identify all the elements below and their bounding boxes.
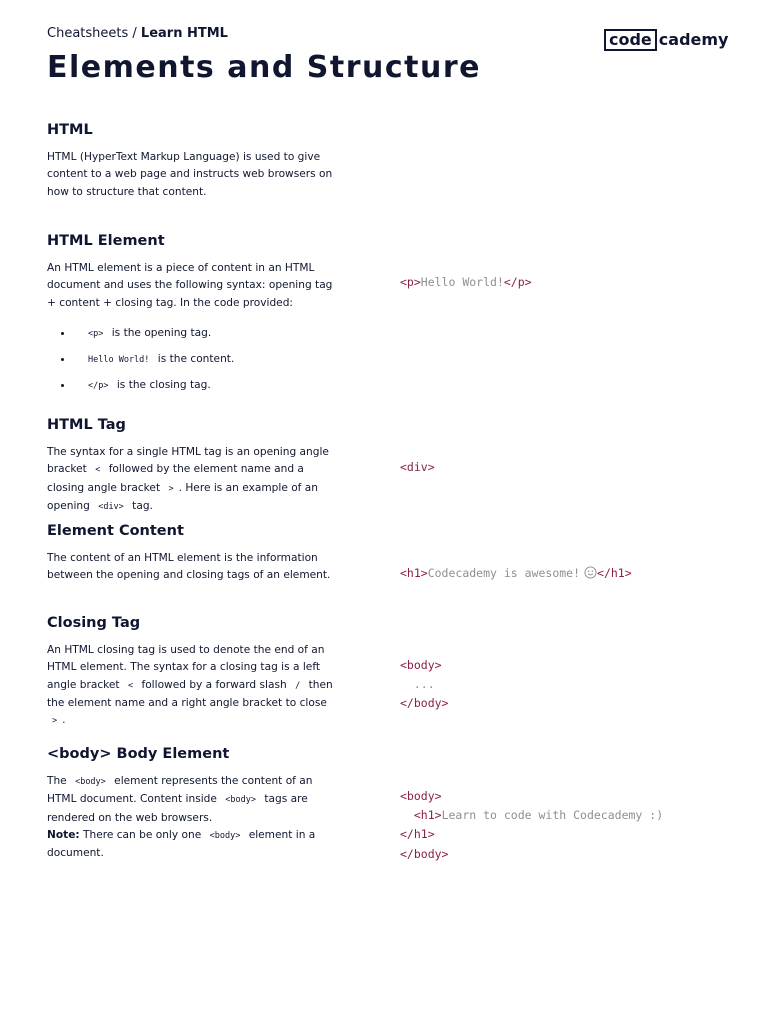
section-title: Element Content bbox=[47, 523, 184, 539]
code-open-tag: <h1> bbox=[400, 566, 428, 580]
code-open-tag: <div> bbox=[400, 460, 435, 474]
code-h1-close: </h1> bbox=[400, 827, 435, 842]
code-open-tag: <p> bbox=[400, 275, 421, 289]
inline-code: </p> bbox=[88, 380, 109, 391]
section-html-element bbox=[47, 231, 337, 403]
inline-code: <div> bbox=[98, 501, 124, 512]
section-title: HTML Tag bbox=[47, 417, 126, 433]
codecademy-logo[interactable] bbox=[604, 29, 728, 51]
page-title: Elements and Structure bbox=[47, 50, 481, 85]
inline-code: > bbox=[168, 483, 174, 494]
inline-code: > bbox=[52, 716, 58, 727]
inline-code: Hello World! bbox=[88, 354, 150, 365]
code-example-element-content bbox=[400, 564, 632, 583]
list-item bbox=[47, 377, 337, 395]
inline-code: / bbox=[295, 680, 301, 691]
inline-code: < bbox=[95, 465, 101, 476]
section-title: HTML Element bbox=[47, 233, 165, 249]
inline-code: <body> bbox=[209, 830, 241, 841]
code-example-closing-tag bbox=[400, 656, 448, 714]
code-open-tag: <body> bbox=[400, 789, 442, 803]
code-example-html-tag bbox=[400, 458, 435, 477]
code-h1-open: <h1> bbox=[413, 808, 442, 823]
code-content: Learn to code with Codecademy :) bbox=[441, 808, 664, 823]
breadcrumb-separator: / bbox=[128, 26, 141, 41]
section-description: The syntax for a single HTML tag is an opening angle bracket < followed by the element name and a closing angle bracket > . Here is an example of an opening <div> tag. bbox=[47, 446, 329, 512]
section-description: An HTML closing tag is used to denote the end of an HTML element. The syntax for a closing tag is a left angle bracket < followed by a forward slash / then the element name and a right angle bracket to close > . bbox=[47, 644, 333, 727]
list-item-text: is the opening tag. bbox=[111, 326, 212, 339]
inline-code: <p> bbox=[88, 328, 104, 339]
breadcrumb-cheatsheets-link[interactable]: Cheatsheets bbox=[47, 26, 129, 41]
section-closing-tag bbox=[47, 613, 337, 730]
code-close-tag: </body> bbox=[400, 846, 449, 861]
logo-cademy-text: cademy bbox=[658, 30, 729, 49]
code-open-tag: <body> bbox=[400, 658, 442, 672]
code-close-tag: </h1> bbox=[597, 566, 632, 580]
code-example-body-element bbox=[400, 787, 663, 864]
section-description: The content of an HTML element is the information between the opening and closing tags of an element. bbox=[47, 552, 331, 582]
section-html bbox=[47, 120, 337, 201]
inline-code: <body> bbox=[75, 777, 106, 787]
section-description: An HTML element is a piece of content in an HTML document and uses the following syntax: opening tag + content + closing tag. In the code provided: bbox=[47, 262, 333, 309]
section-description: The <body> element represents the content of an HTML document. Content inside <body> tags are rendered on the web browsers. Note: There can be only one <body> element in a document. bbox=[47, 775, 316, 860]
list-item-text: is the closing tag. bbox=[116, 378, 211, 391]
section-element-content bbox=[47, 521, 337, 585]
breadcrumb bbox=[47, 26, 228, 41]
breadcrumb-current: Learn HTML bbox=[140, 26, 228, 41]
list-item bbox=[47, 351, 337, 369]
smiley-icon bbox=[584, 566, 597, 579]
section-body-element bbox=[47, 744, 337, 862]
section-html-tag bbox=[47, 415, 337, 516]
code-example-html-element bbox=[400, 273, 532, 292]
section-title: HTML bbox=[47, 122, 93, 138]
section-description: HTML (HyperText Markup Language) is used to give content to a web page and instructs web browsers on how to structure that content. bbox=[47, 151, 333, 198]
code-content: ... bbox=[413, 677, 435, 692]
inline-code: < bbox=[127, 680, 134, 691]
bullet-list bbox=[47, 325, 337, 395]
list-item bbox=[47, 325, 337, 343]
code-content: Codecademy is awesome! bbox=[427, 566, 581, 580]
code-close-tag: </body> bbox=[400, 696, 449, 711]
inline-code: <body> bbox=[225, 795, 256, 806]
note-label: Note: bbox=[47, 828, 80, 841]
code-content: Hello World! bbox=[420, 275, 504, 289]
logo-code-box: code bbox=[604, 29, 657, 51]
list-item-text: is the content. bbox=[157, 352, 235, 365]
section-title: Closing Tag bbox=[47, 615, 141, 631]
code-close-tag: </p> bbox=[503, 275, 532, 289]
section-title: <body> Body Element bbox=[47, 746, 230, 762]
